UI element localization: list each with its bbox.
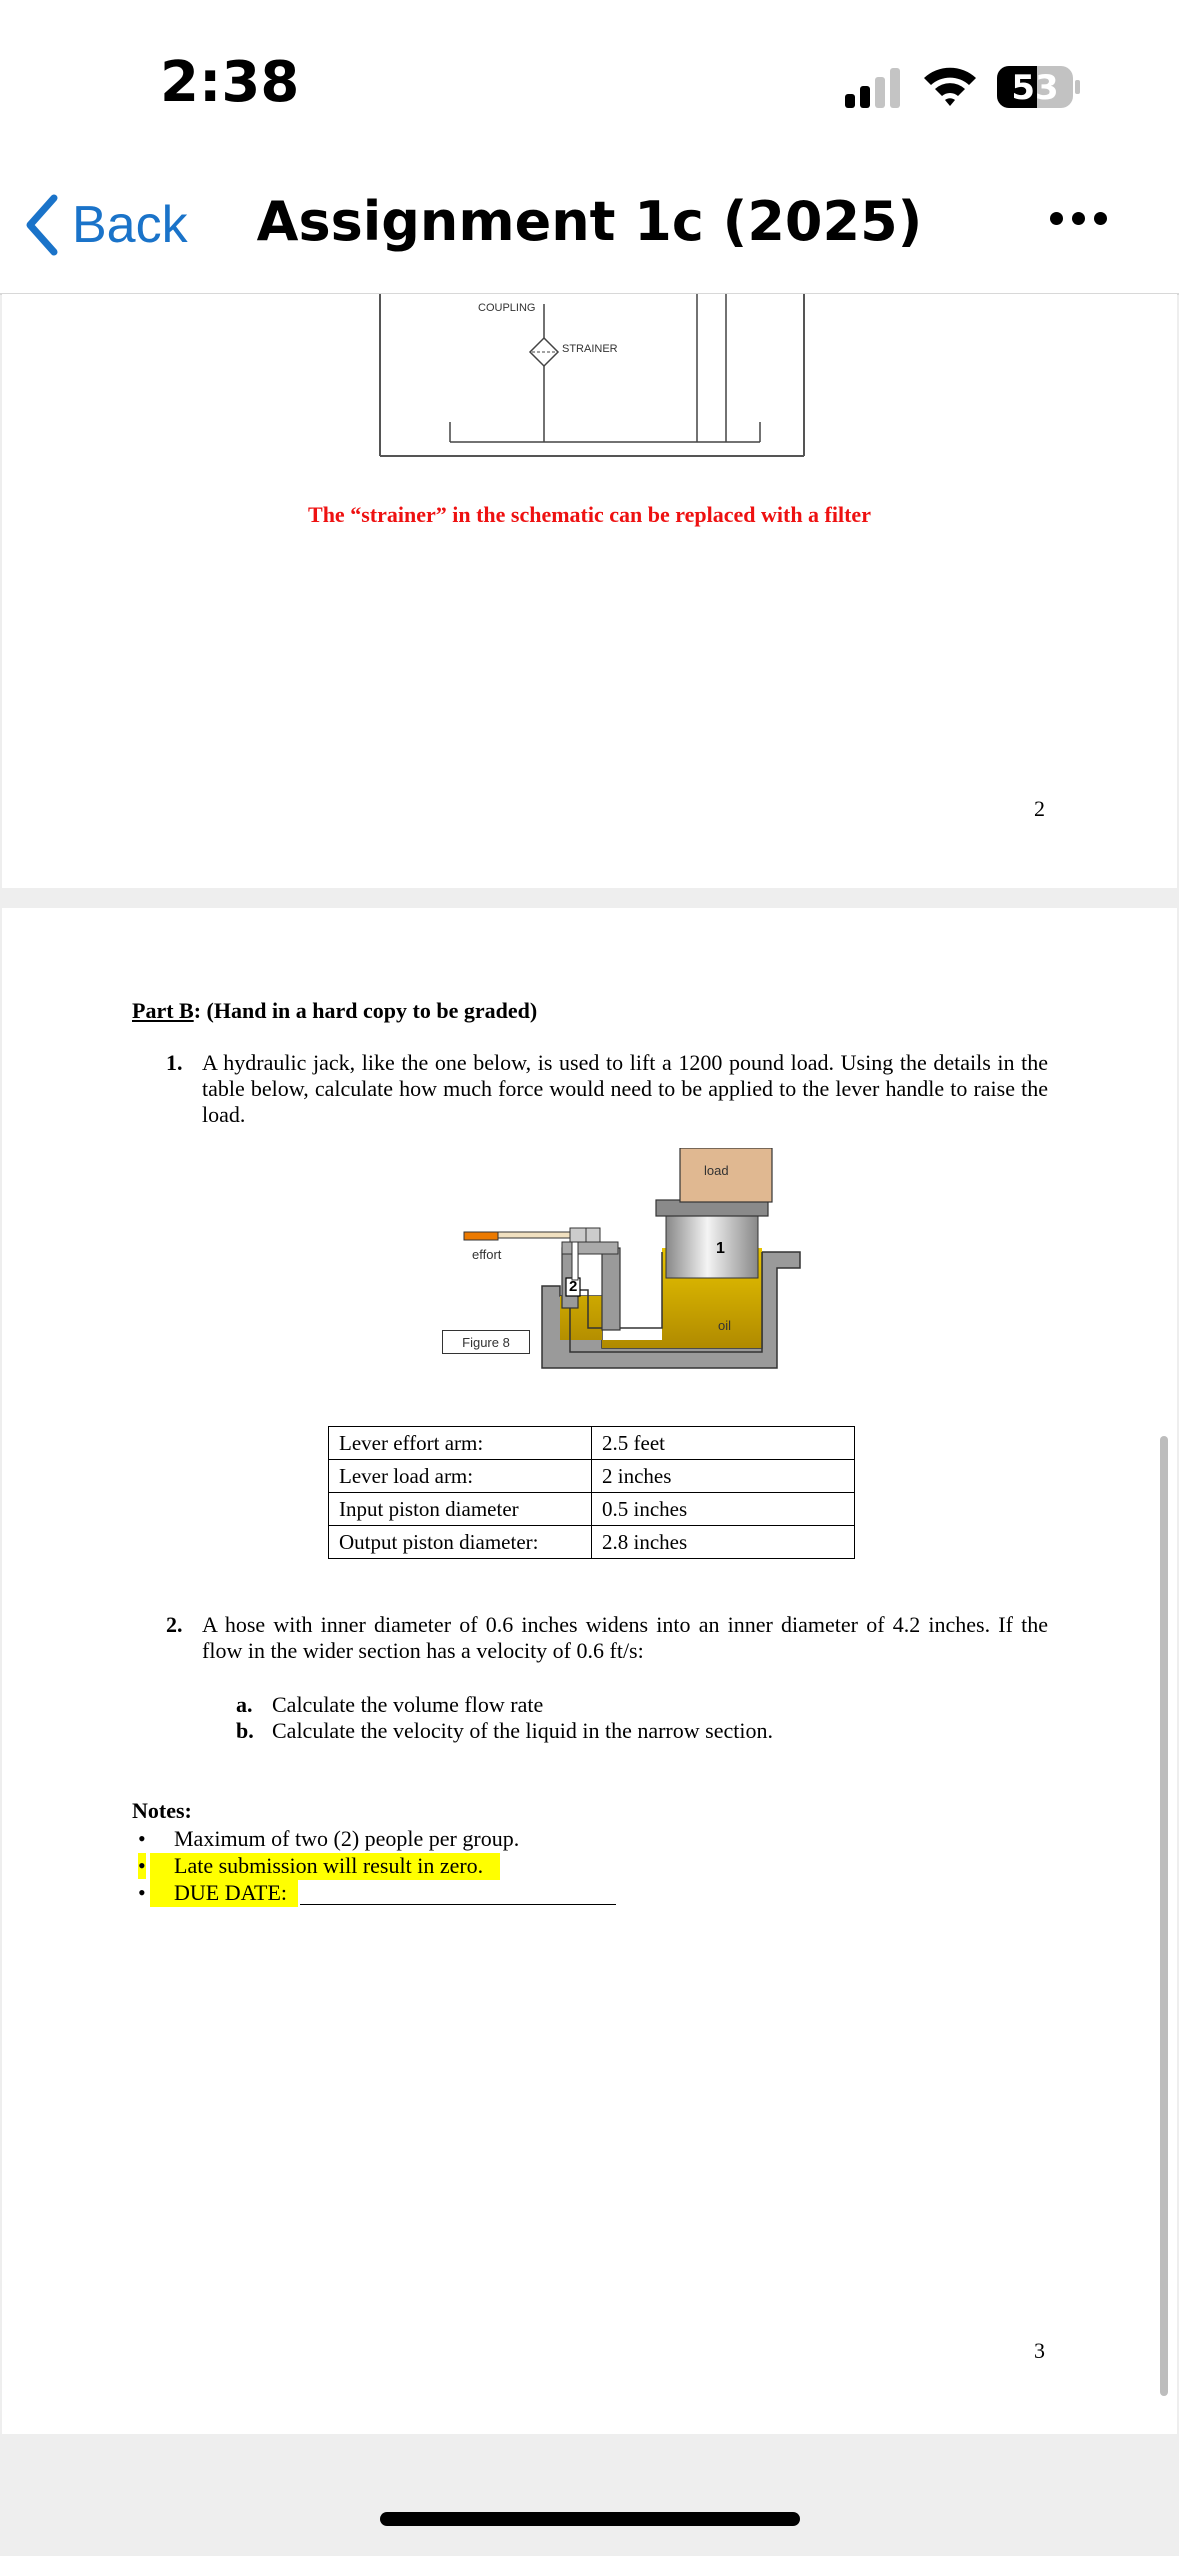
table-row — [329, 1427, 855, 1460]
part-b-title: Part B — [132, 998, 194, 1023]
table-row — [329, 1460, 855, 1493]
battery-level: 53 — [1011, 68, 1059, 108]
bullet-icon: • — [138, 1853, 146, 1878]
note-item: Maximum of two (2) people per group. — [174, 1826, 520, 1851]
page-number-3: 3 — [1034, 2338, 1045, 2363]
notes-heading: Notes: — [132, 1798, 192, 1823]
question-2a-letter: a. — [236, 1692, 253, 1717]
note-item: Late submission will result in zero. — [174, 1853, 484, 1878]
table-cell-value: 2.5 feet — [592, 1427, 855, 1460]
table-cell-label: Input piston diameter — [329, 1493, 592, 1526]
load-label: load — [704, 1163, 729, 1178]
scrollbar[interactable] — [1160, 1436, 1168, 2396]
back-label: Back — [72, 196, 188, 254]
bullet-icon: • — [138, 1826, 146, 1851]
question-1-text: A hydraulic jack, like the one below, is used to lift a 1200 pound load. Using the details in the table below, calculate how much force would need to be applied to the lever handle to raise the load. — [202, 1050, 1048, 1127]
table-cell-value: 2.8 inches — [592, 1526, 855, 1559]
effort-label: effort — [472, 1247, 502, 1262]
question-2b-text: Calculate the velocity of the liquid in the narrow section. — [272, 1718, 773, 1743]
question-2b-letter: b. — [236, 1718, 254, 1743]
coupling-label: COUPLING — [478, 302, 536, 314]
bullet-icon: • — [138, 1880, 146, 1905]
question-1-number: 1. — [166, 1050, 183, 1075]
note-item: DUE DATE: — [174, 1880, 288, 1905]
home-indicator[interactable] — [380, 2512, 800, 2526]
table-cell-label: Output piston diameter: — [329, 1526, 592, 1559]
document-page-3 — [2, 908, 1177, 2434]
strainer-note: The “strainer” in the schematic can be replaced with a filter — [308, 502, 871, 527]
status-time: 2:38 — [160, 50, 300, 115]
table-row — [329, 1526, 855, 1559]
hydraulic-schematic — [372, 294, 812, 466]
question-2-number: 2. — [166, 1612, 183, 1637]
table-cell-value: 0.5 inches — [592, 1493, 855, 1526]
strainer-label: STRAINER — [562, 343, 618, 355]
part-b-heading — [132, 998, 537, 1024]
output-piston-label: 1 — [716, 1240, 725, 1257]
table-cell-label: Lever load arm: — [329, 1460, 592, 1493]
page-title: Assignment 1c (2025) — [256, 190, 923, 253]
document-page-2 — [2, 294, 1177, 888]
battery-icon — [997, 64, 1081, 110]
wifi-icon — [922, 64, 978, 108]
page-number-2: 2 — [1034, 796, 1045, 821]
signal-icon — [845, 66, 903, 108]
table-cell-label: Lever effort arm: — [329, 1427, 592, 1460]
part-b-instructions: : (Hand in a hard copy to be graded) — [193, 998, 538, 1023]
oil-label: oil — [718, 1318, 732, 1333]
table-row — [329, 1493, 855, 1526]
due-date-line — [300, 1904, 616, 1905]
input-piston-label: 2 — [569, 1278, 578, 1295]
question-2-text: A hose with inner diameter of 0.6 inches widens into an inner diameter of 4.2 inches. If the flow in the wider section has a velocity of 0.6 ft/s: — [202, 1612, 1048, 1663]
question-2a-text: Calculate the volume flow rate — [272, 1692, 544, 1717]
more-options-icon[interactable] — [1050, 212, 1107, 225]
figure-caption: Figure 8 — [442, 1330, 530, 1354]
parameters-table — [328, 1426, 855, 1559]
table-cell-value: 2 inches — [592, 1460, 855, 1493]
